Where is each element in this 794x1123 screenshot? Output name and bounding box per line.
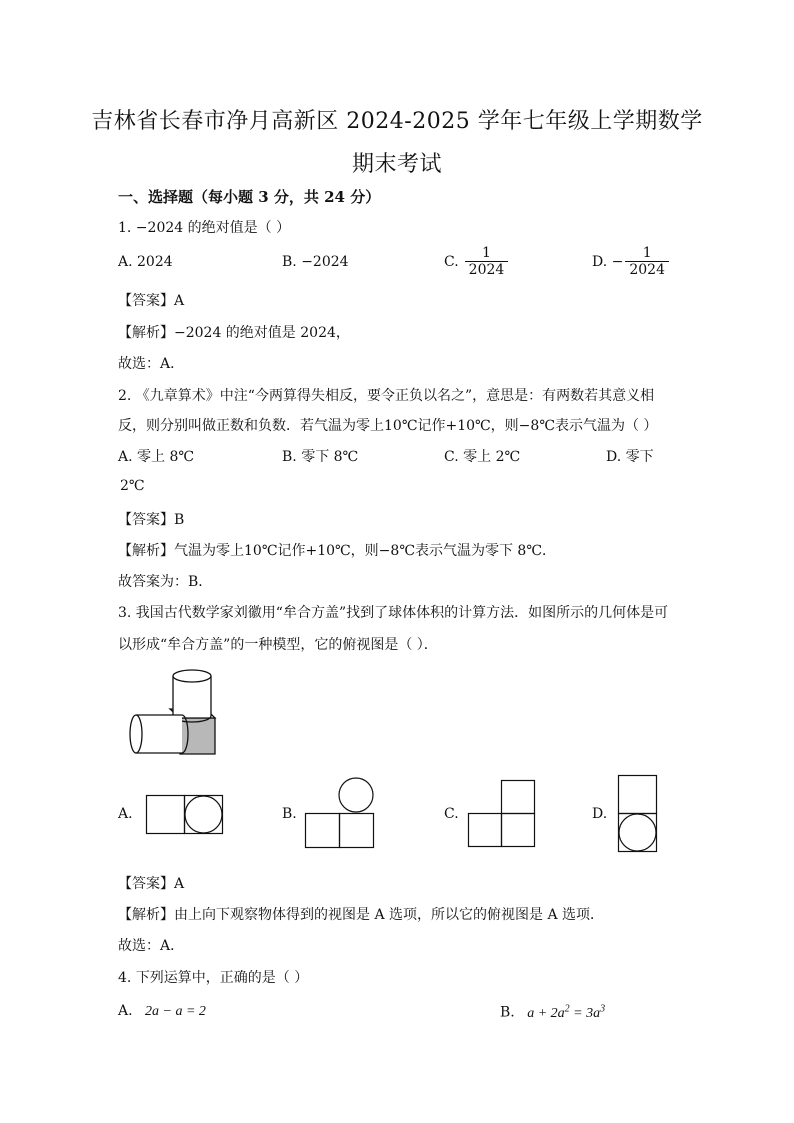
q2-option-c: C. 零上 2℃ <box>444 449 521 465</box>
q4-option-b-exponent1: 2 <box>564 1003 570 1014</box>
q3-analysis: 【解析】由上向下观察物体得到的视图是 A 选项，所以它的俯视图是 A 选项． <box>118 907 605 923</box>
q1-option-b: B. −2024 <box>282 254 349 270</box>
q2-option-a: A. 零上 8℃ <box>118 449 195 465</box>
q3-option-c-label: C. <box>444 806 459 822</box>
q2-option-b: B. 零下 8℃ <box>282 449 359 465</box>
q2-option-d: D. 零下 <box>606 449 654 465</box>
q4-option-a-label: A. <box>118 1003 133 1019</box>
q1-option-a: A. 2024 <box>118 254 173 270</box>
q2-stem-line2: 反，则分别叫做正数和负数．若气温为零上10℃记作+10℃，则−8℃表示气温为（ ） <box>118 418 658 434</box>
q1-option-d-label: D. − <box>592 253 624 270</box>
q1-conclusion: 故选：A． <box>118 356 185 372</box>
q1-option-c-label: C. <box>444 253 459 270</box>
q3-option-b-figure <box>305 777 377 849</box>
q4-option-b-expr-part1: a + 2a <box>527 1005 565 1021</box>
q1-option-d-numerator: 1 <box>625 245 669 262</box>
q1-analysis: 【解析】−2024 的绝对值是 2024， <box>118 325 350 341</box>
q4-option-a <box>118 1003 206 1020</box>
q1-option-d-fraction <box>625 245 669 278</box>
q4-option-b <box>500 1003 605 1022</box>
q2-option-d-continued: 2℃ <box>120 478 145 494</box>
q1-option-c-numerator: 1 <box>465 245 509 262</box>
q3-option-a-label: A. <box>118 806 133 822</box>
q4-stem: 4. 下列运算中，正确的是（ ） <box>118 970 309 986</box>
q4-option-b-expr-part2: = 3a <box>569 1005 601 1021</box>
q2-stem-line1: 2. 《九章算术》中注“今两算得失相反，要令正负以名之”，意思是：有两数若其意义相 <box>118 388 655 404</box>
q4-option-b-expression <box>527 1003 606 1021</box>
q1-option-d-denominator: 2024 <box>629 262 665 278</box>
q3-stem-line1: 3. 我国古代数学家刘徽用“牟合方盖”找到了球体体积的计算方法．如图所示的几何体是可 <box>118 605 669 621</box>
q3-solid-model-figure <box>128 664 228 764</box>
q2-analysis: 【解析】气温为零上10℃记作+10℃，则−8℃表示气温为零下 8℃． <box>118 543 556 559</box>
document-title-line2: 期末考试 <box>351 152 442 177</box>
horizontal-cylinder-end <box>130 715 142 753</box>
q3-conclusion: 故选：A． <box>118 938 185 954</box>
q3-option-d-label: D. <box>592 806 608 822</box>
q4-option-b-label: B. <box>500 1004 515 1021</box>
q2-conclusion: 故答案为：B． <box>118 574 213 590</box>
q2-answer: 【答案】B <box>118 512 185 528</box>
q1-option-c-denominator: 2024 <box>468 262 505 278</box>
vertical-cylinder-top <box>173 670 211 682</box>
q3-option-b-label: B. <box>282 806 297 822</box>
document-title-line1: 吉林省长春市净月高新区 2024-2025 学年七年级上学期数学 <box>91 109 703 134</box>
q3-stem-line2: 以形成“牟合方盖”的一种模型，它的俯视图是（ ）． <box>118 637 438 653</box>
q4-option-b-exponent2: 3 <box>600 1003 606 1014</box>
q1-answer: 【答案】A <box>118 293 185 309</box>
q1-option-d <box>592 245 669 278</box>
q3-option-a-figure <box>146 795 226 835</box>
q3-option-c-figure <box>468 780 538 850</box>
q1-option-c <box>444 245 508 278</box>
section-heading: 一、选择题（每小题 3 分，共 24 分） <box>118 188 381 206</box>
q4-option-a-expression: 2a − a = 2 <box>145 1004 206 1019</box>
q3-answer: 【答案】A <box>118 876 185 892</box>
q3-option-d-figure <box>618 775 660 855</box>
q1-stem: 1. −2024 的绝对值是（ ） <box>118 220 291 236</box>
q1-option-c-fraction <box>465 245 509 278</box>
